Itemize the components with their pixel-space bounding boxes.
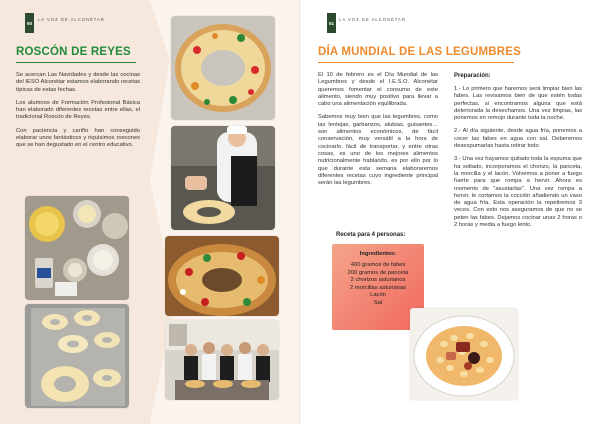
left-paragraph-2: Los alumnos de Formación Profesional Básica han elaborado diferentes recetas entre ellas, el tradicional Roscón de Reyes.	[16, 99, 140, 121]
left-paragraph-3: Con paciencia y cariño han conseguido elaborar unos fantásticos y riquísimos roscones que se han degustado en el centro educativo.	[16, 127, 140, 149]
right-page-number: 51	[327, 13, 336, 33]
left-body-text	[16, 72, 140, 156]
photo-ingredients-bowls	[25, 196, 129, 300]
left-title: ROSCÓN DE REYES	[16, 46, 131, 58]
left-running-head: LA VOZ DE ALCONÉTAR	[38, 17, 105, 22]
right-paragraph-1: El 10 de febrero es el Día Mundial de las Legumbres y desde el I.E.S.O. Alconétar queremos fomentar el consumo de este alimento, siendo muy positivo para llevar a cabo una alimentación equilibrada.	[318, 72, 438, 108]
left-title-rule	[16, 62, 136, 63]
preparation-step: 3.- Una vez hayamos quitado toda la espuma que ha soltado, incorporamos el chorizo, la panceta, la morcilla y el lacón. Volvemos a poner a fuego fuerte para que rompa a hervir. Ahora es momento de "asustarlas". Una vez rompa a hervir, le cortamos la cocción añadiendo un vaso de agua fría. Esta operación la repetiremos 3 veces. Con esto nos aseguramos de que no se peten las fabes. Dejamos cocinar unas 2 horas o 2 horas y media a fuego lento.	[454, 156, 582, 229]
right-paragraph-2: Sabemos muy bien que las legumbres, como las lentejas, garbanzos, alubias, guisantes… son alimentos económicos, de fácil conservación, muy versátil a la hora de cocinarlo, fácil de transportar, y entre otras cosas, es uno de los mejores alimentos nutricionalmente hablando, es por ello por lo que durante esta semana elaboraremos diferentes recetas cuyo ingrediente principal serán las legumbres.	[318, 114, 438, 187]
ingredient-item: 200 gramos de panceta	[347, 269, 409, 276]
photo-fabada-dish	[410, 308, 518, 400]
photo-students-preparing	[171, 126, 275, 230]
ingredients-list	[332, 262, 424, 308]
preparation-title: Preparación:	[454, 73, 491, 79]
ingredient-item: Lacón	[370, 292, 386, 299]
preparation-text	[454, 86, 582, 235]
preparation-step: 1.- Lo primero que haremos será limpiar bien las fabes. Las revisamos bien de que estén todas perfectas, si encontramos alguna que está deteriorada la desechamos. Una vez limpias, las ponemos en remojo durante toda la noche.	[454, 86, 582, 122]
left-page-number: 50	[25, 13, 34, 33]
ingredient-item: 400 gramos de fabes	[350, 262, 406, 268]
ingredient-item: 2 chorizos asturianos	[350, 277, 406, 284]
recipe-title: Receta para 4 personas:	[336, 232, 406, 238]
right-title-rule	[318, 62, 514, 63]
preparation-step: 2.- Al día siguiente, desde agua fría, ponemos a cocer las fabes en agua con sal. Deberemos desespumarlas hasta retirar todo.	[454, 128, 582, 150]
right-title: DÍA MUNDIAL DE LAS LEGUMBRES	[318, 46, 522, 58]
photo-roscon-decorated	[171, 16, 275, 120]
ingredient-item: 2 morcillas asturianas	[349, 284, 407, 291]
right-running-head: LA VOZ DE ALCONÉTAR	[339, 17, 406, 22]
ingredients-title: Ingredientes:	[359, 251, 397, 257]
ingredient-item: Sal	[373, 299, 383, 306]
photo-dough-rings	[25, 304, 129, 408]
photo-group-students	[165, 320, 279, 400]
right-body-text	[318, 72, 438, 193]
left-paragraph-1: Se acercan Las Navidades y desde las cocinas del IESO Alconétar estamos elaborando recetas típicas de estas fechas.	[16, 72, 140, 93]
photo-roscon-closeup	[165, 236, 279, 316]
